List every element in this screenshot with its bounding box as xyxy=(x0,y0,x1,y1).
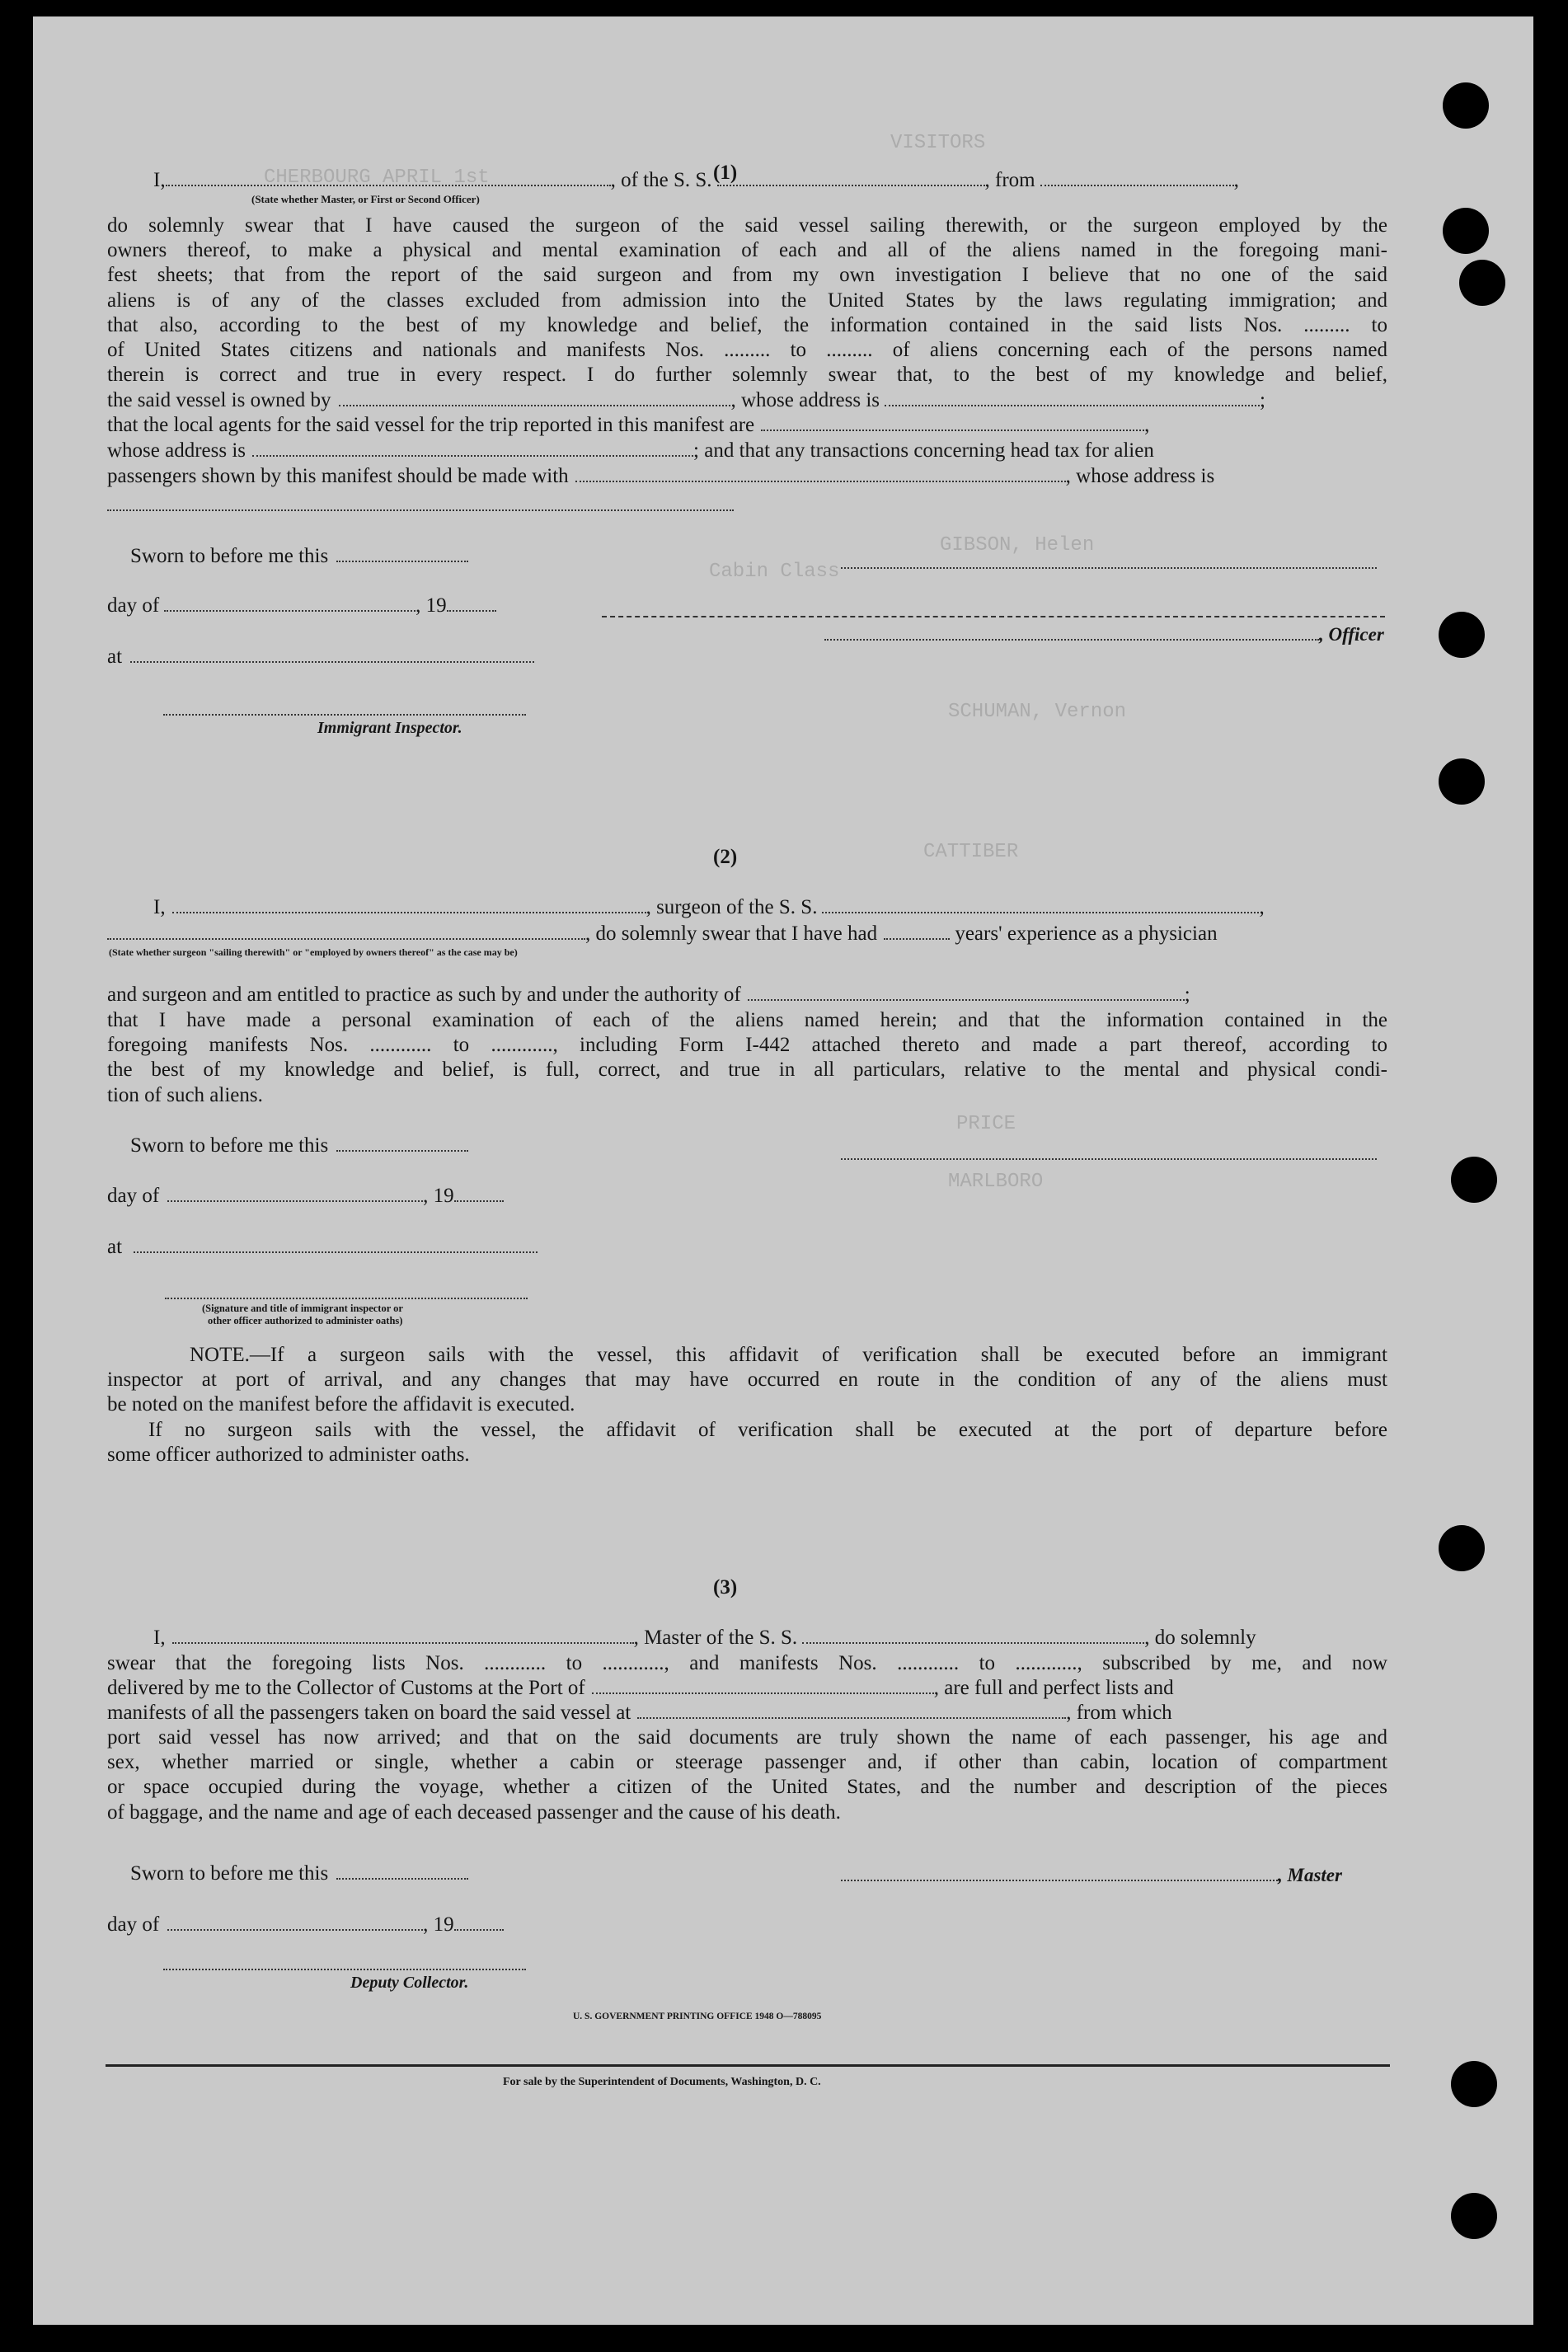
s3-deputy-caption: Deputy Collector. xyxy=(350,1974,469,1992)
bleed-text: CHERBOURG APRIL 1st xyxy=(264,167,490,189)
s1-inspector-caption: Immigrant Inspector. xyxy=(317,719,462,737)
s2-line-2: , do solemnly swear that I have had years' experience as a physician xyxy=(107,922,1218,946)
s1-day-line: day of , 19 xyxy=(107,594,496,618)
bleed-text: VISITORS xyxy=(890,132,986,154)
footer-rule xyxy=(106,2064,1390,2067)
s1-signature-rule xyxy=(841,567,1377,569)
bleed-text: MARLBORO xyxy=(948,1171,1044,1193)
s1-at-line: at xyxy=(107,645,534,669)
s1-agents-line: that the local agents for the said vessel for the trip reported in this manifest are , xyxy=(107,414,1150,436)
s1-oath-paragraph: do solemnly swear that I have caused the surgeon of the said vessel sailing therewith, or the surgeon employed by the owners thereof, to make a physical and mental examination of each and all of the aliens named in the foregoing mani- fest sheets; that from the report of the said surgeon and from my own investigation I believe that no one of the said aliens is of any of the classes excluded from admission into the United States by the laws regulating immigration; and that also, according to the best of my knowledge and belief, the information contained in the said lists Nos. ......... to of United States citizens and nationals and manifests Nos. ......... to ......... of aliens concerning each of the persons named therein is correct and true in every respect. I do further solemnly swear that, to the best of my knowledge and belief, xyxy=(107,214,1387,387)
punch-hole xyxy=(1439,1525,1485,1571)
s2-at-line: at xyxy=(107,1235,538,1260)
s2-no-surgeon-paragraph: If no surgeon sails with the vessel, the affidavit of verification shall be executed at the port of departure before xyxy=(148,1419,1387,1441)
section-2-number: (2) xyxy=(713,846,738,868)
sale-notice: For sale by the Superintendent of Documents, Washington, D. C. xyxy=(503,2076,821,2088)
punch-hole xyxy=(1443,82,1489,129)
s1-dashed-rule xyxy=(602,616,1385,617)
bleed-text: SCHUMAN, Vernon xyxy=(948,701,1127,723)
punch-hole xyxy=(1439,612,1485,658)
s2-signature-rule xyxy=(841,1158,1377,1160)
bleed-text: PRICE xyxy=(956,1113,1016,1135)
bleed-text: Cabin Class xyxy=(709,561,840,583)
punch-hole xyxy=(1451,2061,1497,2107)
s2-line-1: I, , surgeon of the S. S. , xyxy=(153,896,1265,918)
s2-note-last: be noted on the manifest before the affidavit is executed. xyxy=(107,1393,575,1415)
s1-sworn-line: Sworn to before me this xyxy=(130,544,468,569)
section-1-number: (1) xyxy=(713,162,738,184)
s3-sworn-line: Sworn to before me this xyxy=(130,1861,468,1886)
s3-day-line: day of , 19 xyxy=(107,1913,504,1937)
s3-oath-paragraph: port said vessel has now arrived; and that on the said documents are truly shown the name of each passenger, his age and sex, whether married or single, whether a cabin or steerage passenger and, if other than cabin, location of compartment or space occupied during the voyage, whether a citizen of the United States, and the number and description of the pieces xyxy=(107,1726,1387,1799)
s2-last-line: tion of such aliens. xyxy=(107,1084,263,1106)
s3-last-line: of baggage, and the name and age of each deceased passenger and the cause of his death. xyxy=(107,1801,841,1824)
s3-deputy-rule xyxy=(163,1969,526,1970)
bleed-text: GIBSON, Helen xyxy=(940,534,1095,556)
s2-surgeon-note: (State whether surgeon "sailing therewith" or "employed by owners thereof" as the case may be) xyxy=(109,946,518,958)
punch-hole xyxy=(1439,758,1485,805)
s1-officer-line: , Officer xyxy=(824,622,1384,647)
punch-hole xyxy=(1451,1157,1497,1203)
s1-address-rule xyxy=(107,509,734,511)
s3-line-2: swear that the foregoing lists Nos. ............ to ............, and manifests Nos. ............ to ............, subscribed by me, and now xyxy=(107,1652,1387,1674)
s3-line-1: I, , Master of the S. S. , do solemnly xyxy=(153,1627,1256,1649)
s2-line-3: and surgeon and am entitled to practice as such by and under the authority of ; xyxy=(107,984,1190,1006)
punch-hole xyxy=(1443,208,1489,254)
s1-passengers-line: passengers shown by this manifest should be made with , whose address is xyxy=(107,465,1215,487)
s2-oath-paragraph: that I have made a personal examination of each of the aliens named herein; and that the information contained in the foregoing manifests Nos. ............ to ............, including Form I-442 attached thereto and made a part thereof, according to the best of my knowledge and belief, is full, correct, and true in all particulars, relative to the mental and physical condi- xyxy=(107,1009,1387,1082)
s1-role-note: (State whether Master, or First or Second Officer) xyxy=(251,193,480,205)
punch-hole xyxy=(1459,260,1505,306)
manifest-back-page xyxy=(33,16,1533,2325)
s3-line-3: delivered by me to the Collector of Customs at the Port of , are full and perfect lists and xyxy=(107,1677,1174,1699)
punch-hole xyxy=(1451,2193,1497,2239)
s1-owner-line: the said vessel is owned by , whose address is ; xyxy=(107,389,1265,411)
s2-signature-caption-rule xyxy=(165,1298,528,1299)
s3-line-4: manifests of all the passengers taken on board the said vessel at , from which xyxy=(107,1702,1172,1724)
s1-inspector-rule xyxy=(163,714,526,716)
s2-day-line: day of , 19 xyxy=(107,1184,504,1209)
s3-master-line: , Master xyxy=(841,1863,1342,1888)
gpo-imprint: U. S. GOVERNMENT PRINTING OFFICE 1948 O—788095 xyxy=(573,2012,822,2021)
bleed-text: CATTIBER xyxy=(923,841,1019,863)
s1-address-line: whose address is ; and that any transactions concerning head tax for alien xyxy=(107,439,1154,462)
section-3-number: (3) xyxy=(713,1576,738,1599)
s1-line-1: I, , of the S. S. , from , xyxy=(153,169,1239,191)
s2-sworn-line: Sworn to before me this xyxy=(130,1134,468,1158)
s2-note-paragraph: NOTE.—If a surgeon sails with the vessel, this affidavit of verification shall be executed before an immigrant inspector at port of arrival, and any changes that may have occurred en route in the condition of any of the aliens must xyxy=(107,1344,1387,1392)
s2-signature-caption: other officer authorized to administer oaths) xyxy=(208,1315,403,1326)
s2-signature-caption: (Signature and title of immigrant inspector or xyxy=(202,1303,403,1314)
s2-no-surgeon-last: some officer authorized to administer oaths. xyxy=(107,1444,470,1466)
